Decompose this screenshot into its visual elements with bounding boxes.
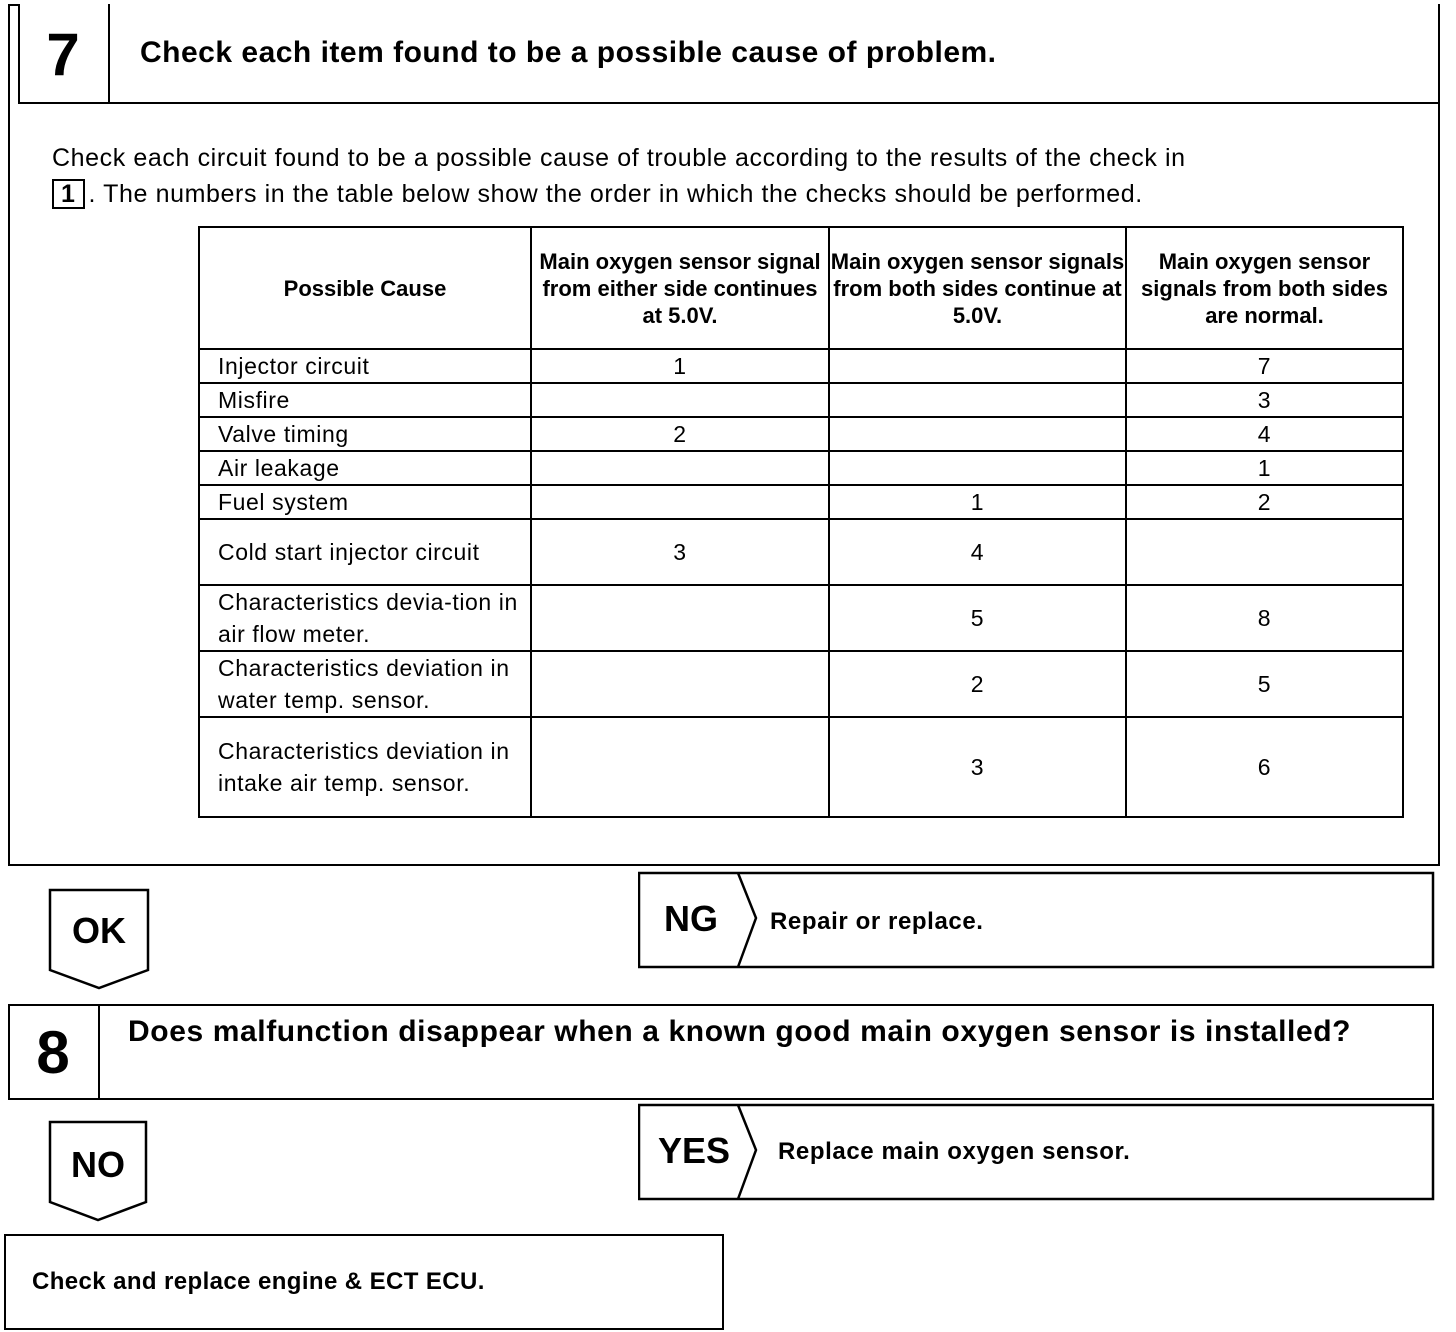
order-cell: 4 [1126, 417, 1403, 451]
header-either-side-5v: Main oxygen sensor signal from either side continues at 5.0V. [531, 227, 829, 349]
order-cell: 1 [531, 349, 829, 383]
table-row [199, 585, 1403, 651]
cause-cell: Cold start injector circuit [199, 519, 531, 585]
order-cell [531, 485, 829, 519]
cause-cell: Fuel system [199, 485, 531, 519]
cause-cell: Characteristics devia-tion in air flow meter. [199, 585, 531, 651]
order-cell: 3 [1126, 383, 1403, 417]
order-cell [531, 717, 829, 817]
header-both-sides-normal: Main oxygen sensor signals from both sides are normal. [1126, 227, 1403, 349]
order-cell [829, 451, 1126, 485]
table-row [199, 451, 1403, 485]
yes-label: YES [658, 1130, 731, 1171]
order-cell [1126, 519, 1403, 585]
order-cell [829, 349, 1126, 383]
table-row [199, 417, 1403, 451]
cause-cell: Characteristics deviation in intake air temp. sensor. [199, 717, 531, 817]
cause-cell: Air leakage [199, 451, 531, 485]
order-cell [531, 383, 829, 417]
order-cell [829, 417, 1126, 451]
table-row [199, 485, 1403, 519]
no-label: NO [71, 1144, 125, 1185]
table-row [199, 651, 1403, 717]
possible-cause-table [198, 226, 1404, 818]
table-row [199, 349, 1403, 383]
order-cell [829, 383, 1126, 417]
table-header-row [199, 227, 1403, 349]
order-cell: 7 [1126, 349, 1403, 383]
order-cell: 5 [829, 585, 1126, 651]
cause-cell: Characteristics deviation in water temp. sensor. [199, 651, 531, 717]
order-cell: 5 [1126, 651, 1403, 717]
final-action-text: Check and replace engine & ECT ECU. [32, 1268, 485, 1295]
order-cell: 2 [829, 651, 1126, 717]
order-cell: 2 [531, 417, 829, 451]
final-action-box [4, 1234, 724, 1330]
ng-result-box [638, 870, 1438, 970]
order-cell [531, 585, 829, 651]
order-cell: 6 [1126, 717, 1403, 817]
intro-step-reference: 1 [52, 179, 85, 209]
ng-label: NG [664, 898, 718, 939]
order-cell: 1 [829, 485, 1126, 519]
order-cell: 8 [1126, 585, 1403, 651]
ng-action: Repair or replace. [770, 908, 984, 935]
intro-text-before: Check each circuit found to be a possible cause of trouble according to the results of the check in [52, 144, 1186, 172]
cause-cell: Injector circuit [199, 349, 531, 383]
order-cell: 4 [829, 519, 1126, 585]
order-cell: 2 [1126, 485, 1403, 519]
order-cell: 1 [1126, 451, 1403, 485]
order-cell [531, 651, 829, 717]
table-row [199, 717, 1403, 817]
cause-cell: Misfire [199, 383, 531, 417]
cause-cell: Valve timing [199, 417, 531, 451]
order-cell: 3 [531, 519, 829, 585]
step7-intro [52, 140, 1412, 212]
step7-number: 7 [18, 4, 110, 104]
header-both-sides-5v: Main oxygen sensor signals from both sides continue at 5.0V. [829, 227, 1126, 349]
header-possible-cause: Possible Cause [199, 227, 531, 349]
intro-text-after: . The numbers in the table below show the order in which the checks should be performed. [88, 180, 1143, 208]
order-cell: 3 [829, 717, 1126, 817]
step8-number: 8 [8, 1004, 100, 1100]
step7-title: Check each item found to be a possible cause of problem. [140, 36, 997, 69]
order-cell [531, 451, 829, 485]
step8-title: Does malfunction disappear when a known good main oxygen sensor is installed? [128, 1015, 1352, 1048]
table-row [199, 519, 1403, 585]
table-row [199, 383, 1403, 417]
ok-label: OK [72, 910, 126, 951]
yes-action: Replace main oxygen sensor. [778, 1138, 1131, 1165]
